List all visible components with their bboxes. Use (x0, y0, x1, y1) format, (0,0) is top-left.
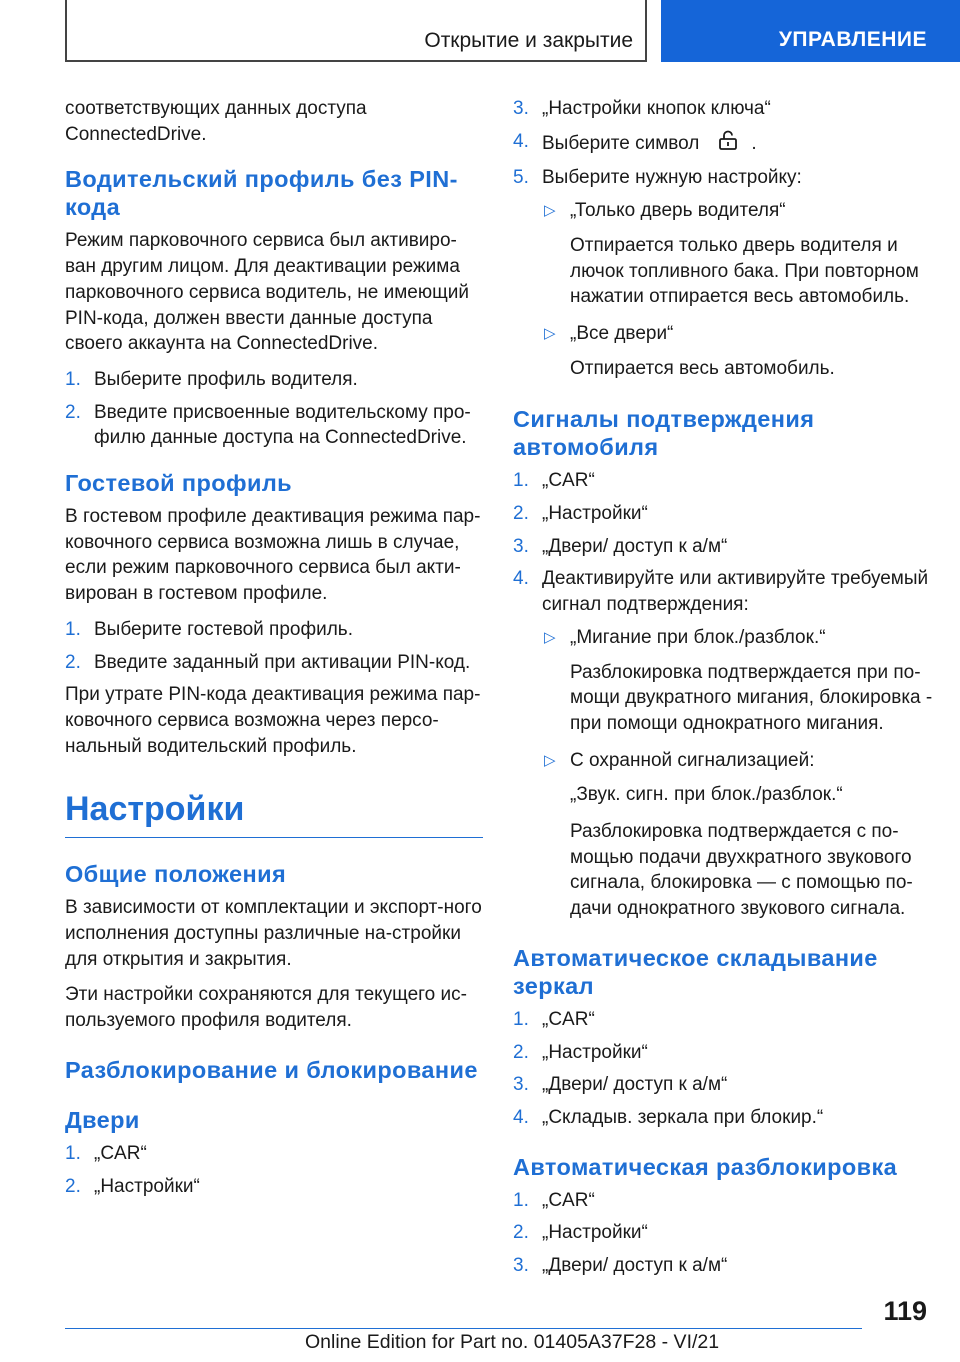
sub-option-setting: „Звук. сигн. при блок./разблок.“ (570, 784, 843, 806)
list-item (65, 367, 483, 393)
list-text: „Настройки“ (94, 1175, 200, 1197)
list-text: Деактивируйте или активируйте требуемый сигнал подтверждения: (542, 568, 929, 616)
list-number: 4. (513, 1106, 529, 1128)
list-item (513, 165, 933, 191)
list-number: 2. (65, 1175, 81, 1197)
page-number: 119 (883, 1296, 927, 1326)
list-item (513, 534, 933, 560)
list-number: 2. (513, 1222, 529, 1244)
list-item (513, 129, 933, 159)
list-text: „CAR“ (542, 1189, 595, 1211)
list-number: 3. (513, 1255, 529, 1277)
confirm-steps-list (513, 468, 933, 618)
list-number: 1. (513, 1189, 529, 1211)
list-item (65, 400, 483, 451)
heading-confirm-signals: Сигналы подтверждения автомобиля (513, 406, 815, 461)
list-text: „Настройки“ (542, 503, 648, 525)
list-number: 1. (65, 1142, 81, 1164)
sub-option (513, 625, 933, 651)
list-number: 2. (513, 1041, 529, 1063)
list-number: 3. (513, 535, 529, 557)
guest-profile-note: При утрате PIN-кода деактивация режима пар-ковочного сервиса возможна через персо-нальный водительский профиль. (65, 684, 481, 757)
list-number: 2. (65, 651, 81, 673)
list-item (513, 566, 933, 617)
list-text: „CAR“ (542, 1008, 595, 1030)
list-number: 4. (513, 568, 529, 590)
heading-unlock-lock: Разблокирование и блокирование (65, 1056, 478, 1083)
sub-option-description: Разблокировка подтверждается при по-мощи двукратного мигания, блокировка - при помощи однократного мигания. (570, 661, 933, 734)
sub-option (513, 748, 933, 774)
triangle-right-icon: ▷ (544, 628, 556, 646)
mirror-steps-list (513, 1007, 933, 1131)
list-text: „Складыв. зеркала при блокир.“ (542, 1106, 824, 1128)
list-text: „CAR“ (542, 470, 595, 492)
heading-guest-profile: Гостевой профиль (65, 470, 292, 497)
list-number: 5. (513, 167, 529, 189)
list-text: „Двери/ доступ к а/м“ (542, 1074, 728, 1096)
continued-paragraph: соответствующих данных доступа ConnectedDrive. (65, 98, 367, 145)
list-item (513, 96, 933, 122)
heading-settings: Настройки (65, 789, 483, 838)
left-column (65, 96, 483, 1206)
list-number: 2. (65, 401, 81, 423)
footer-divider (65, 1328, 862, 1329)
driver-profile-paragraph: Режим парковочного сервиса был активиро-ван другим лицом. Для деактивации режима парковочного сервиса водитель, не имеющий PIN-кода, должен ввести данные доступа своего аккаунта на ConnectedDrive. (65, 230, 469, 355)
sub-option-title: „Только дверь водителя“ (570, 200, 786, 222)
list-item (513, 501, 933, 527)
sub-option-description: Разблокировка подтверждается с по-мощью подачи двухкратного звукового сигнала, блокировка — с помощью по-дачи однократного звукового сигнала. (570, 821, 913, 920)
heading-auto-unlock: Автоматическая разблокировка (513, 1153, 898, 1180)
sub-option-title: С охранной сигнализацией: (570, 749, 815, 771)
heading-doors: Двери (65, 1106, 140, 1133)
sub-option (513, 321, 933, 347)
guest-profile-paragraph: В гостевом профиле деактивация режима пар-ковочного сервиса возможна лишь в случае, если режим парковочного сервиса был акти-вирован в гостевом профиле. (65, 506, 481, 605)
list-number: 3. (513, 1074, 529, 1096)
list-item (513, 1040, 933, 1066)
guest-steps-list (65, 617, 483, 675)
sub-option-description: Отпирается только дверь водителя и лючок топливного бака. При повторном нажатии отпирается весь автомобиль. (570, 234, 919, 308)
heading-general: Общие положения (65, 861, 287, 888)
list-item (513, 1072, 933, 1098)
list-item (513, 468, 933, 494)
list-item (65, 650, 483, 676)
sub-option-description: Отпирается весь автомобиль. (570, 357, 835, 379)
edition-footer: Online Edition for Part no. 01405A37F28 - VI/21 (305, 1331, 720, 1353)
list-number: 1. (513, 470, 529, 492)
list-number: 3. (513, 98, 529, 119)
list-text: Выберите нужную настройку: (542, 167, 802, 189)
header-chapter-box (661, 0, 960, 62)
header-section-title: Открытие и закрытие (424, 29, 633, 52)
header-chapter-title: УПРАВЛЕНИЕ (778, 28, 927, 51)
list-text: Выберите профиль водителя. (94, 368, 358, 390)
list-item (513, 1188, 933, 1214)
triangle-right-icon: ▷ (544, 324, 556, 342)
unlock-icon (717, 129, 739, 159)
sub-option-title: „Все двери“ (570, 322, 674, 344)
list-text: „Двери/ доступ к а/м“ (542, 535, 728, 557)
list-text: „Настройки“ (542, 1222, 648, 1244)
auto-unlock-steps-list (513, 1188, 933, 1279)
list-text-end: . (751, 132, 757, 154)
right-column (513, 96, 933, 1286)
triangle-right-icon: ▷ (544, 202, 556, 220)
list-text: „Двери/ доступ к а/м“ (542, 1255, 728, 1277)
sub-option-title: „Мигание при блок./разблок.“ (570, 626, 826, 648)
list-text: „Настройки кнопок ключа“ (542, 98, 771, 119)
list-text: „CAR“ (94, 1142, 147, 1164)
list-number: 1. (65, 618, 81, 640)
list-number: 1. (65, 368, 81, 390)
list-item (513, 1253, 933, 1279)
doors-steps-list-cont (513, 96, 933, 191)
sub-option (513, 198, 933, 224)
driver-steps-list (65, 367, 483, 451)
list-text: „Настройки“ (542, 1041, 648, 1063)
general-paragraph-2: Эти настройки сохраняются для текущего ис-пользуемого профиля водителя. (65, 984, 467, 1032)
list-item (513, 1220, 933, 1246)
list-number: 2. (513, 503, 529, 525)
list-item (65, 1141, 483, 1167)
general-paragraph-1: В зависимости от комплектации и экспорт-ного исполнения доступны различные на-стройки для открытия и закрытия. (65, 897, 482, 970)
heading-driver-profile: Водительский профиль без PIN-кода (65, 166, 458, 221)
header-section-box (65, 0, 647, 62)
list-number: 1. (513, 1008, 529, 1030)
list-item (513, 1105, 933, 1131)
list-item (513, 1007, 933, 1033)
list-number: 4. (513, 130, 529, 152)
list-item (65, 617, 483, 643)
list-text: Выберите символ (542, 132, 700, 154)
heading-mirror-folding: Автоматическое складывание зеркал (513, 944, 878, 999)
list-text: Выберите гостевой профиль. (94, 618, 353, 640)
list-text: Введите заданный при активации PIN-код. (94, 651, 471, 673)
triangle-right-icon: ▷ (544, 751, 556, 769)
list-text: Введите присвоенные водительскому про-филю данные доступа на ConnectedDrive. (94, 401, 471, 449)
doors-steps-list (65, 1141, 483, 1199)
list-item (65, 1174, 483, 1200)
